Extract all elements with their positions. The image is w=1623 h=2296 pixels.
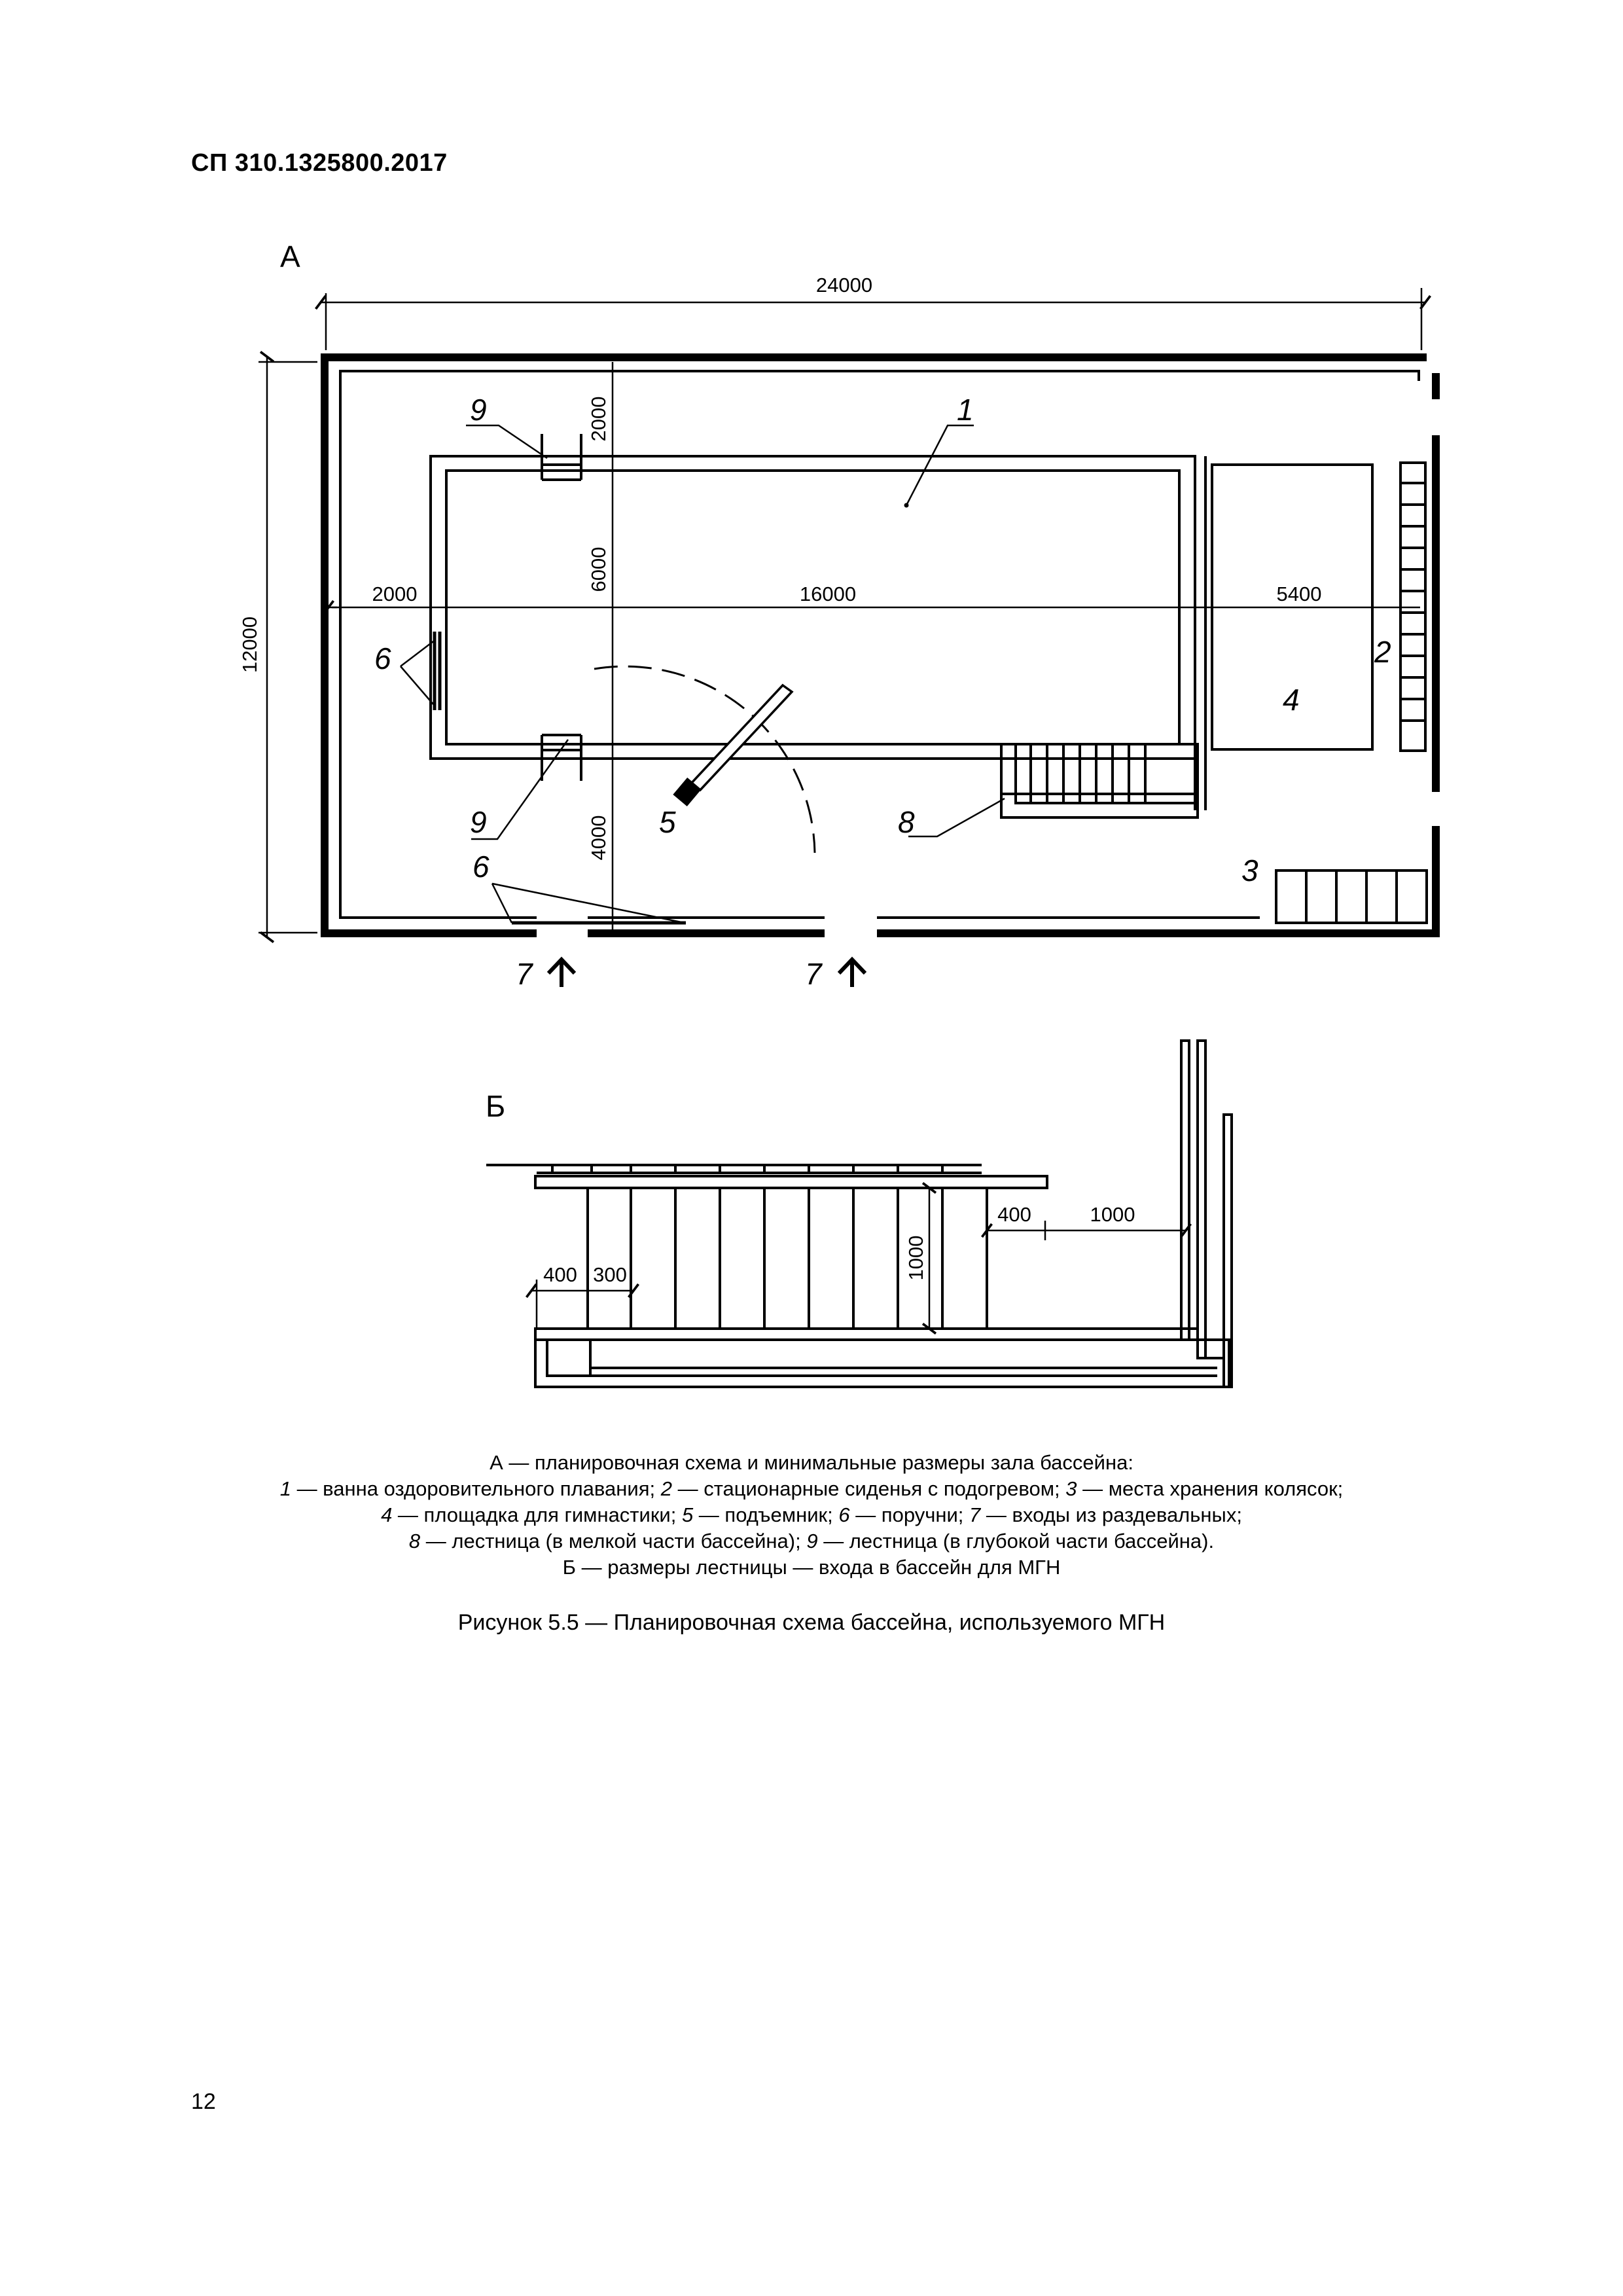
legend-num-6: 6 bbox=[838, 1503, 850, 1526]
legend-line-3 bbox=[0, 1502, 1623, 1528]
legend-text-1: — ванна оздоровительного плавания; bbox=[291, 1477, 661, 1500]
legend-text-7: — входы из раздевальных; bbox=[980, 1503, 1242, 1526]
legend-num-9: 9 bbox=[806, 1530, 818, 1552]
dimension-side-left: 2000 bbox=[372, 583, 418, 605]
figure-title: Рисунок 5.5 — Планировочная схема бассейна, используемого МГН bbox=[457, 1610, 1166, 1635]
legend-text-9: — лестница (в глубокой части бассейна). bbox=[817, 1530, 1215, 1552]
inner-wall-line bbox=[340, 371, 1419, 918]
legend-line-5: Б — размеры лестницы — входа в бассейн для МГН bbox=[562, 1556, 1061, 1579]
legend-text-5: — подъемник; bbox=[693, 1503, 839, 1526]
lift bbox=[673, 685, 792, 806]
dimension-pool-length: 16000 bbox=[799, 583, 857, 605]
pool-basin bbox=[431, 456, 1205, 810]
legend-num-5: 5 bbox=[681, 1503, 694, 1526]
page-number: 12 bbox=[191, 2089, 216, 2114]
legend-num-7: 7 bbox=[969, 1503, 981, 1526]
dimension-total-width: 12000 bbox=[238, 616, 261, 673]
callout-9a: 9 bbox=[470, 393, 487, 427]
legend-line-2 bbox=[0, 1476, 1623, 1502]
callout-5: 5 bbox=[659, 805, 676, 839]
internal-dimension-lines bbox=[329, 362, 1420, 931]
dimension-landing-1000: 1000 bbox=[1090, 1203, 1135, 1226]
callout-1: 1 bbox=[957, 393, 974, 427]
legend-text-8: — лестница (в мелкой части бассейна); bbox=[420, 1530, 807, 1552]
callout-8: 8 bbox=[898, 805, 915, 839]
callout-7b: 7 bbox=[805, 957, 822, 991]
legend-text-2: — стационарные сиденья с подогревом; bbox=[671, 1477, 1066, 1500]
shallow-end-stair bbox=[1001, 744, 1198, 817]
legend-text-4: — площадка для гимнастики; bbox=[392, 1503, 682, 1526]
dimension-12000 bbox=[259, 357, 317, 937]
legend-text-3: — места хранения колясок; bbox=[1077, 1477, 1344, 1500]
dimension-step-height: 1000 bbox=[904, 1235, 927, 1281]
figure-legend bbox=[0, 1450, 1623, 1581]
callout-6a: 6 bbox=[374, 641, 391, 675]
legend-line-4 bbox=[0, 1528, 1623, 1554]
callout-4: 4 bbox=[1283, 683, 1300, 717]
dimension-top-gap: 2000 bbox=[587, 396, 610, 442]
callout-2: 2 bbox=[1374, 635, 1391, 669]
legend-num-2: 2 bbox=[660, 1477, 672, 1500]
wheelchair-storage bbox=[1276, 870, 1427, 923]
document-header: СП 310.1325800.2017 bbox=[191, 149, 448, 177]
dimension-landing-400: 400 bbox=[997, 1203, 1031, 1226]
dimension-bottom-gap: 4000 bbox=[587, 815, 610, 861]
legend-num-4: 4 bbox=[381, 1503, 393, 1526]
dimension-pool-width: 6000 bbox=[587, 547, 610, 592]
callout-7a: 7 bbox=[516, 957, 533, 991]
legend-num-3: 3 bbox=[1065, 1477, 1077, 1500]
legend-num-8: 8 bbox=[408, 1530, 421, 1552]
dimension-24000 bbox=[321, 288, 1425, 350]
dimension-step-400: 400 bbox=[543, 1263, 577, 1286]
callout-3: 3 bbox=[1241, 853, 1258, 888]
view-b-label: Б bbox=[486, 1089, 506, 1123]
legend-text-6: — поручни; bbox=[849, 1503, 970, 1526]
callout-6b: 6 bbox=[473, 850, 490, 884]
legend-num-1: 1 bbox=[279, 1477, 291, 1500]
dimension-step-300: 300 bbox=[593, 1263, 627, 1286]
dimension-total-length: 24000 bbox=[815, 274, 873, 296]
callout-leaders bbox=[401, 425, 1005, 923]
legend-line-1: А — планировочная схема и минимальные размеры зала бассейна: bbox=[490, 1451, 1133, 1474]
view-a-label: А bbox=[280, 240, 300, 274]
dimension-platform: 5400 bbox=[1276, 583, 1322, 605]
callout-9b: 9 bbox=[470, 805, 487, 839]
